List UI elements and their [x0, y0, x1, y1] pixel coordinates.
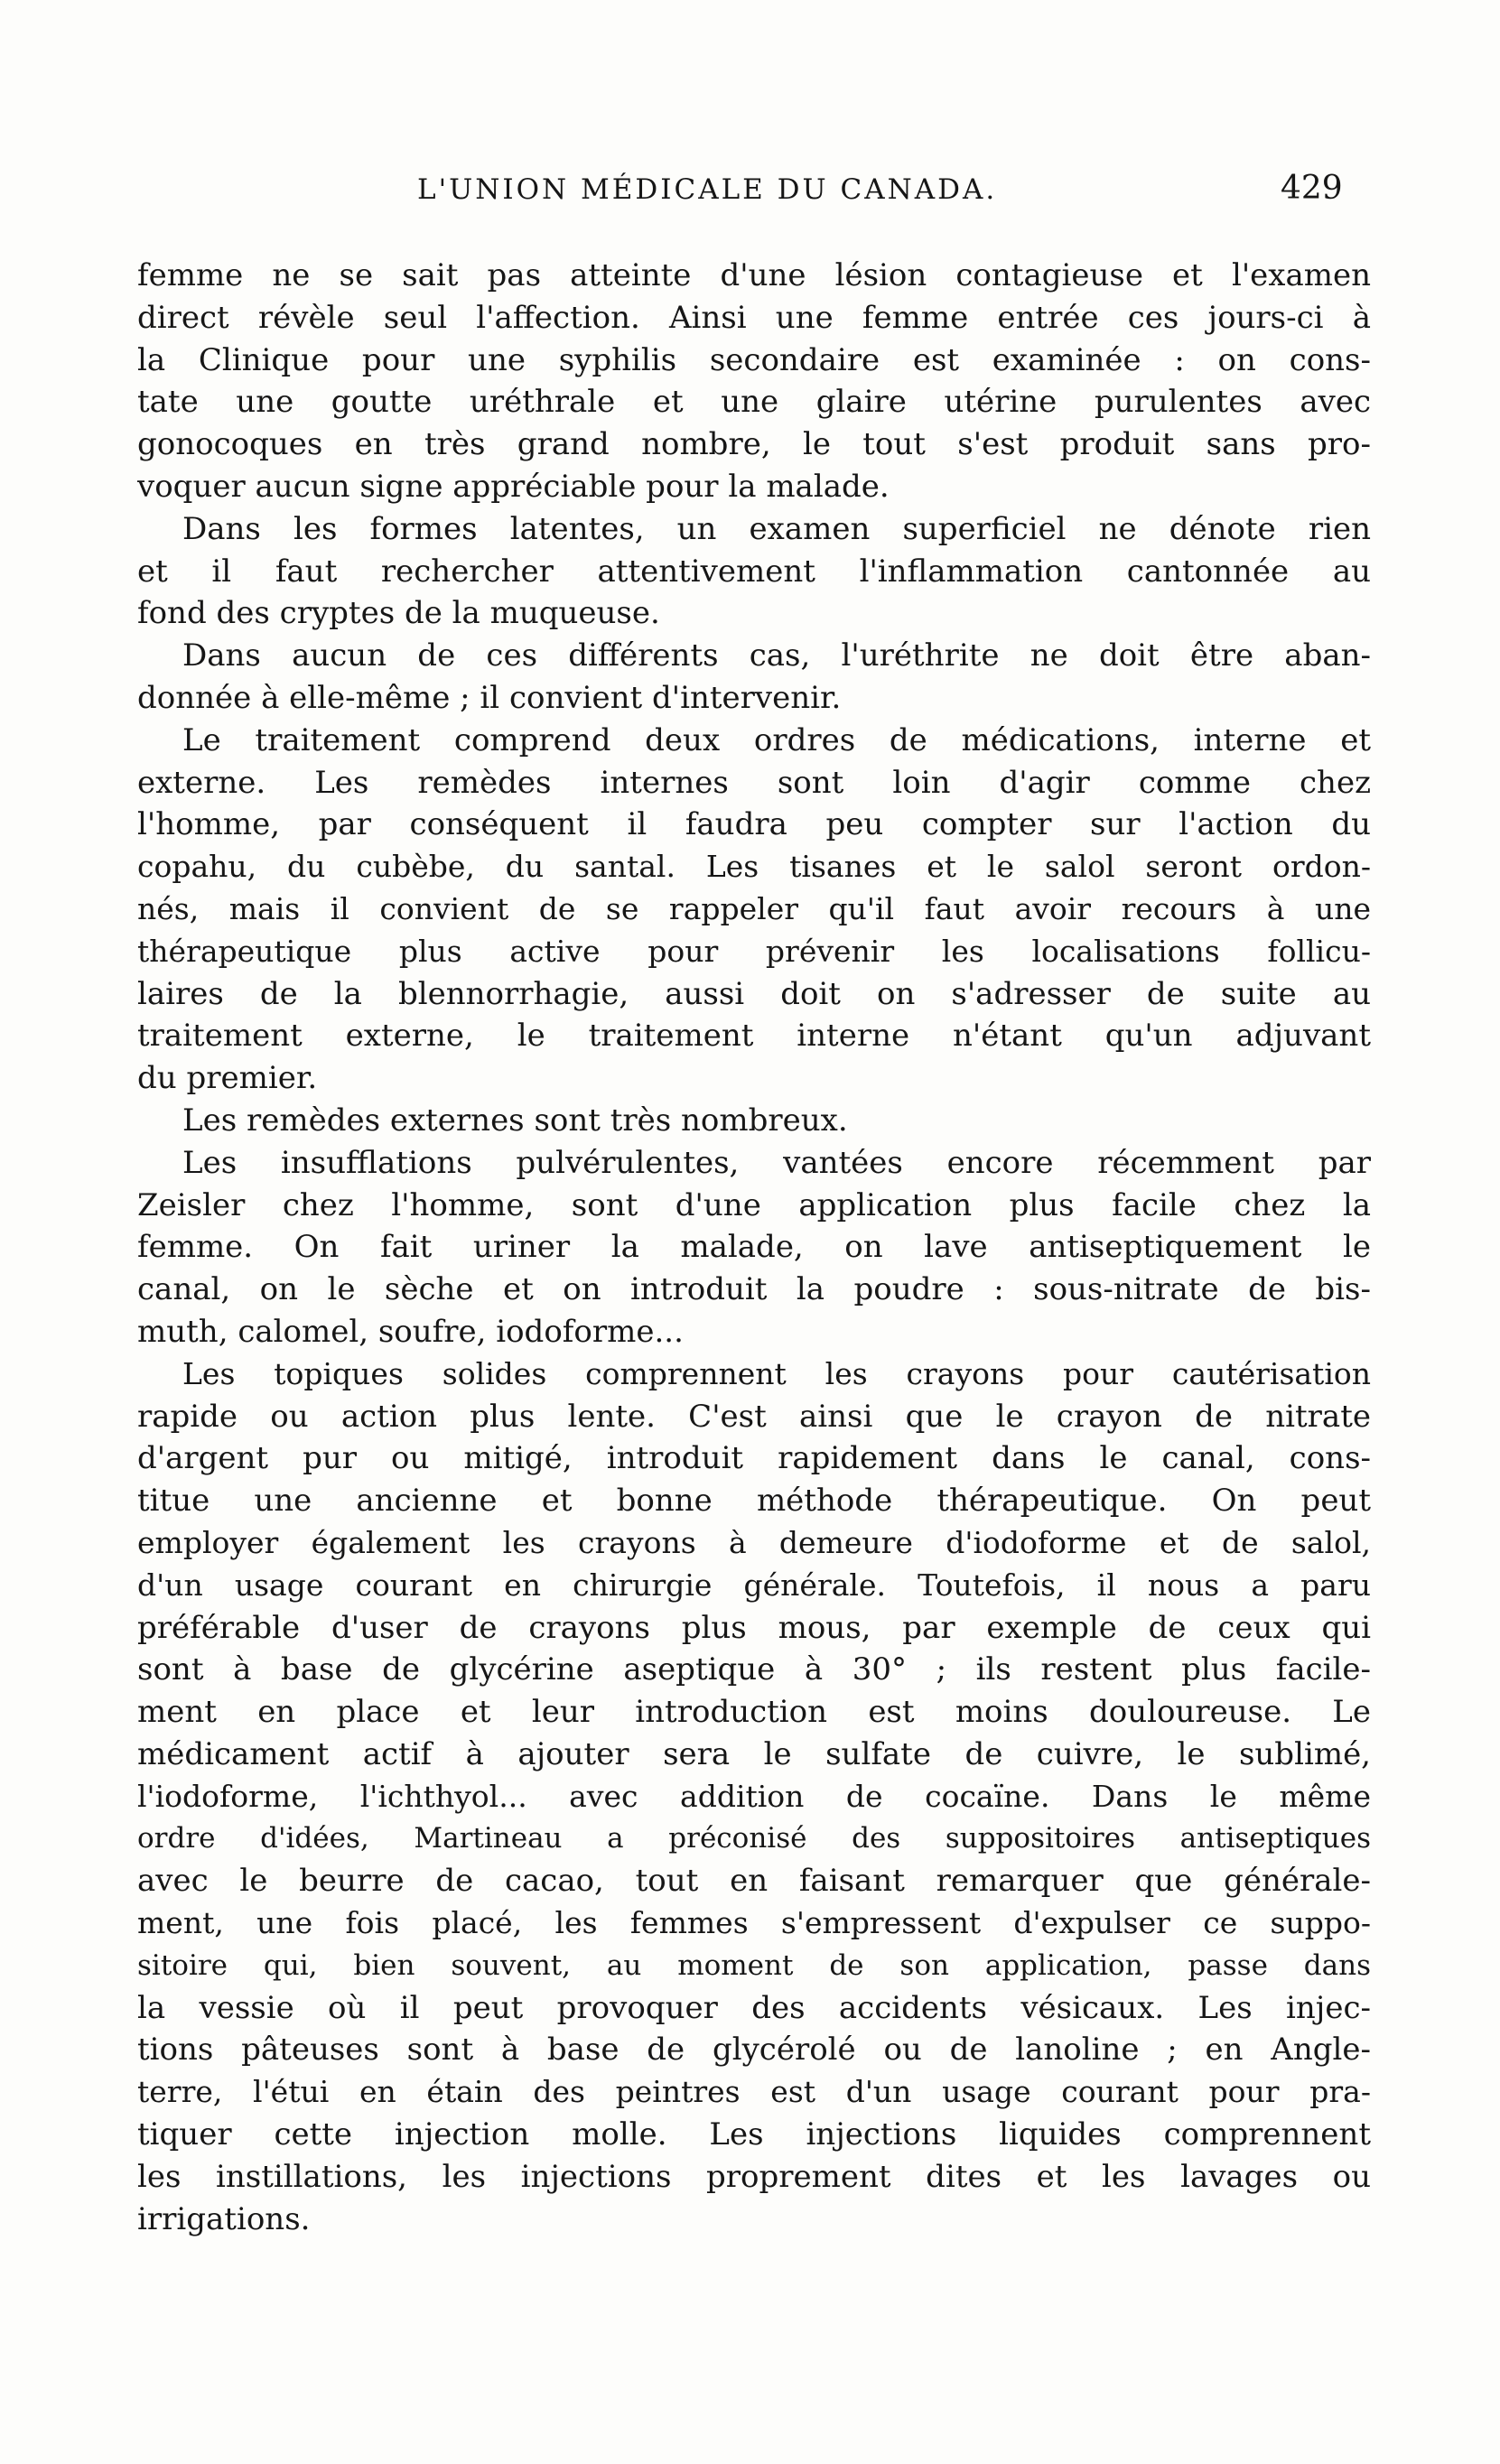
text-line: employer également les crayons à demeure d'iodoforme et de salol,: [137, 1524, 1371, 1560]
text-line: tiquer cette injection molle. Les injections liquides comprennent: [137, 2116, 1371, 2153]
text-line: donnée à elle-même ; il convient d'intervenir.: [137, 679, 842, 716]
text-line: ordre d'idées, Martineau a préconisé des suppositoires antiseptiques: [137, 1822, 1371, 1855]
text-line: avec le beurre de cacao, tout en faisant remarquer que générale-: [137, 1863, 1371, 1900]
text-line: l'homme, par conséquent il faudra peu compter sur l'action du: [137, 806, 1371, 843]
text-line: copahu, du cubèbe, du santal. Les tisanes et le salol seront ordon-: [137, 849, 1371, 885]
text-line: direct révèle seul l'affection. Ainsi une femme entrée ces jours-ci à: [137, 299, 1371, 336]
text-line: nés, mais il convient de se rappeler qu'il faut avoir recours à une: [137, 890, 1371, 926]
text-line: Les topiques solides comprennent les crayons pour cautérisation: [182, 1355, 1371, 1391]
running-header: [0, 170, 1500, 224]
text-line: externe. Les remèdes internes sont loin d'agir comme chez: [137, 764, 1371, 801]
text-line: tions pâteuses sont à base de glycérolé ou de lanoline ; en Angle-: [137, 2032, 1371, 2069]
text-line: Zeisler chez l'homme, sont d'une application plus facile chez la: [137, 1186, 1371, 1223]
text-line: traitement externe, le traitement interne n'étant qu'un adjuvant: [137, 1018, 1371, 1055]
text-line: les instillations, les injections proprement dites et les lavages ou: [137, 2158, 1371, 2195]
text-line: rapide ou action plus lente. C'est ainsi que le crayon de nitrate: [137, 1398, 1371, 1435]
text-line: Dans aucun de ces différents cas, l'uréthrite ne doit être aban-: [182, 637, 1371, 674]
running-title: L'UNION MÉDICALE DU CANADA.: [417, 173, 998, 206]
text-line: fond des cryptes de la muqueuse.: [137, 595, 660, 632]
text-line: muth, calomel, soufre, iodoforme...: [137, 1313, 684, 1350]
text-line: ment, une fois placé, les femmes s'empressent d'expulser ce suppo-: [137, 1905, 1371, 1941]
text-line: terre, l'étui en étain des peintres est d'un usage courant pour pra-: [137, 2074, 1371, 2110]
text-line: laires de la blennorrhagie, aussi doit on s'adresser de suite au: [137, 975, 1371, 1012]
text-line: irrigations.: [137, 2200, 311, 2237]
text-line: la vessie où il peut provoquer des accidents vésicaux. Les injec-: [137, 1989, 1371, 2026]
text-line: préférable d'user de crayons plus mous, par exemple de ceux qui: [137, 1609, 1371, 1646]
text-line: gonocoques en très grand nombre, le tout s'est produit sans pro-: [137, 426, 1371, 463]
text-line: du premier.: [137, 1060, 318, 1097]
text-line: l'iodoforme, l'ichthyol... avec addition de cocaïne. Dans le même: [137, 1778, 1371, 1814]
text-line: voquer aucun signe appréciable pour la malade.: [137, 468, 890, 505]
text-line: titue une ancienne et bonne méthode thérapeutique. On peut: [137, 1483, 1371, 1520]
text-line: Le traitement comprend deux ordres de médications, interne et: [182, 721, 1371, 758]
text-line: Dans les formes latentes, un examen superficiel ne dénote rien: [182, 510, 1371, 547]
text-line: Les remèdes externes sont très nombreux.: [182, 1102, 848, 1139]
body-text: [137, 255, 1371, 2240]
text-line: femme. On fait uriner la malade, on lave antiseptiquement le: [137, 1229, 1371, 1266]
text-line: thérapeutique plus active pour prévenir les localisations follicu-: [137, 933, 1371, 969]
text-line: et il faut rechercher attentivement l'inflammation cantonnée au: [137, 553, 1371, 590]
text-line: Les insufflations pulvérulentes, vantées encore récemment par: [182, 1144, 1371, 1181]
text-line: canal, on le sèche et on introduit la poudre : sous-nitrate de bis-: [137, 1271, 1371, 1308]
text-line: d'un usage courant en chirurgie générale. Toutefois, il nous a paru: [137, 1567, 1371, 1603]
text-line: tate une goutte uréthrale et une glaire utérine purulentes avec: [137, 384, 1371, 421]
text-line: la Clinique pour une syphilis secondaire est examinée : on cons-: [137, 341, 1371, 378]
text-line: sont à base de glycérine aseptique à 30° ; ils restent plus facile-: [137, 1651, 1371, 1688]
text-line: sitoire qui, bien souvent, au moment de son application, passe dans: [137, 1948, 1371, 1982]
page-number: 429: [1281, 170, 1343, 207]
text-line: d'argent pur ou mitigé, introduit rapidement dans le canal, cons-: [137, 1440, 1371, 1477]
text-line: femme ne se sait pas atteinte d'une lésion contagieuse et l'examen: [137, 257, 1371, 293]
text-line: ment en place et leur introduction est moins douloureuse. Le: [137, 1694, 1371, 1731]
text-line: médicament actif à ajouter sera le sulfate de cuivre, le sublimé,: [137, 1735, 1371, 1772]
